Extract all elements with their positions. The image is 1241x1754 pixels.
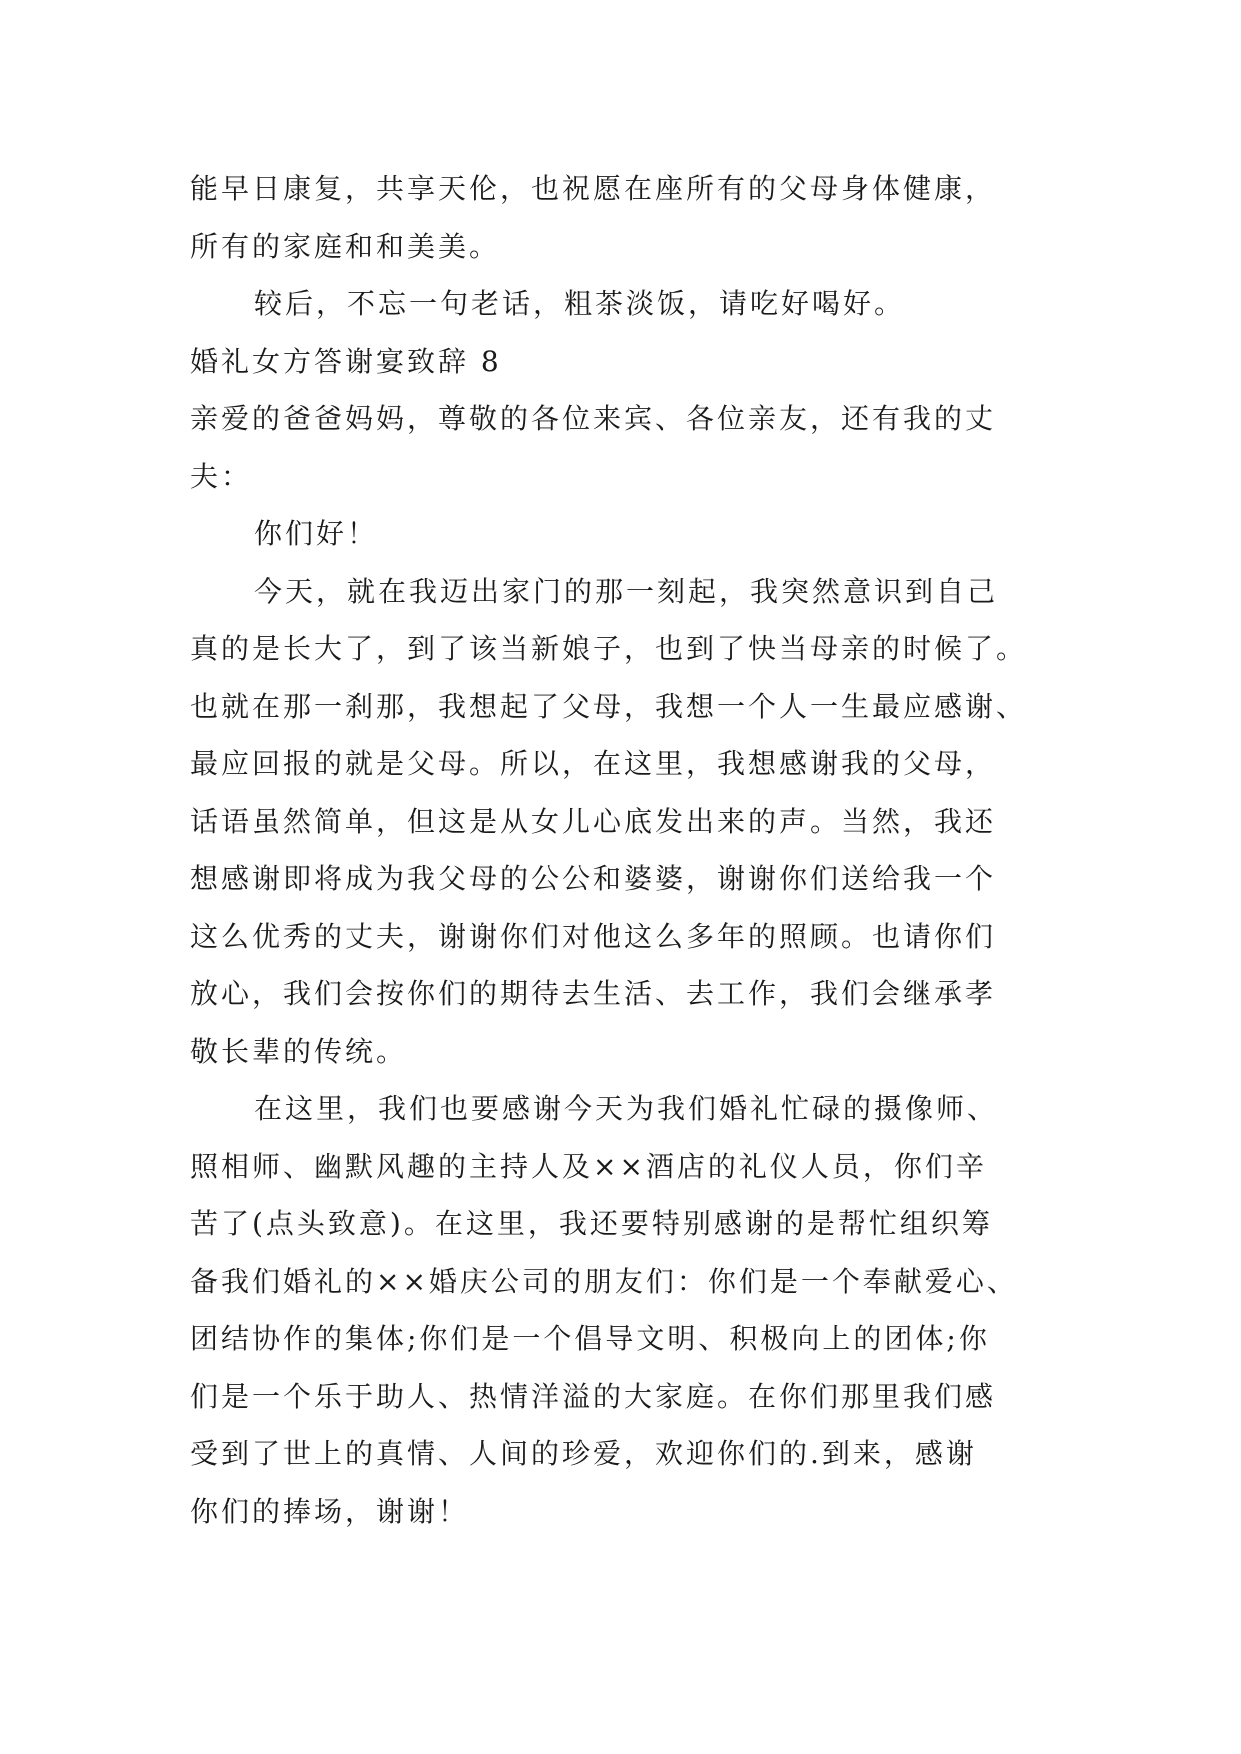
text-line: 这么优秀的丈夫，谢谢你们对他这么多年的照顾。也请你们 bbox=[190, 919, 997, 953]
text-line: 照相师、幽默风趣的主持人及××酒店的礼仪人员，你们辛 bbox=[190, 1149, 987, 1183]
text-line: 今天，就在我迈出家门的那一刻起，我突然意识到自己 bbox=[254, 574, 999, 608]
text-line: 真的是长大了，到了该当新娘子，也到了快当母亲的时候了。 bbox=[190, 632, 1028, 665]
text-line: 团结协作的集体;你们是一个倡导文明、积极向上的团体;你 bbox=[190, 1322, 990, 1355]
text-line: 最应回报的就是父母。所以，在这里，我想感谢我的父母， bbox=[190, 747, 997, 780]
text-line: 夫： bbox=[190, 459, 253, 493]
text-line: 苦了(点头致意)。在这里，我还要特别感谢的是帮忙组织筹 bbox=[190, 1207, 993, 1240]
text-line: 所有的家庭和和美美。 bbox=[190, 229, 501, 263]
text-line: 你们的捧场，谢谢！ bbox=[190, 1494, 470, 1528]
text-line: 你们好！ bbox=[254, 517, 379, 550]
text-line: 敬长辈的传统。 bbox=[190, 1034, 408, 1068]
text-line: 在这里，我们也要感谢今天为我们婚礼忙碌的摄像师、 bbox=[254, 1092, 999, 1125]
text-line: 较后，不忘一句老话，粗茶淡饭，请吃好喝好。 bbox=[254, 287, 906, 320]
text-line: 想感谢即将成为我父母的公公和婆婆，谢谢你们送给我一个 bbox=[190, 862, 997, 895]
text-line: 能早日康复，共享天伦，也祝愿在座所有的父母身体健康， bbox=[190, 172, 997, 205]
document-body bbox=[190, 160, 1060, 1540]
text-line: 话语虽然简单，但这是从女儿心底发出来的声。当然，我还 bbox=[190, 804, 997, 838]
text-line: 亲爱的爸爸妈妈，尊敬的各位来宾、各位亲友，还有我的丈 bbox=[190, 402, 997, 435]
text-line: 放心，我们会按你们的期待去生活、去工作，我们会继承孝 bbox=[190, 977, 997, 1010]
section-heading: 婚礼女方答谢宴致辞 8 bbox=[190, 344, 502, 378]
text-line: 也就在那一刹那，我想起了父母，我想一个人一生最应感谢、 bbox=[190, 689, 1028, 723]
text-line: 受到了世上的真情、人间的珍爱，欢迎你们的.到来，感谢 bbox=[190, 1437, 977, 1470]
text-line: 备我们婚礼的××婚庆公司的朋友们：你们是一个奉献爱心、 bbox=[190, 1264, 1018, 1298]
text-line: 们是一个乐于助人、热情洋溢的大家庭。在你们那里我们感 bbox=[190, 1379, 997, 1413]
